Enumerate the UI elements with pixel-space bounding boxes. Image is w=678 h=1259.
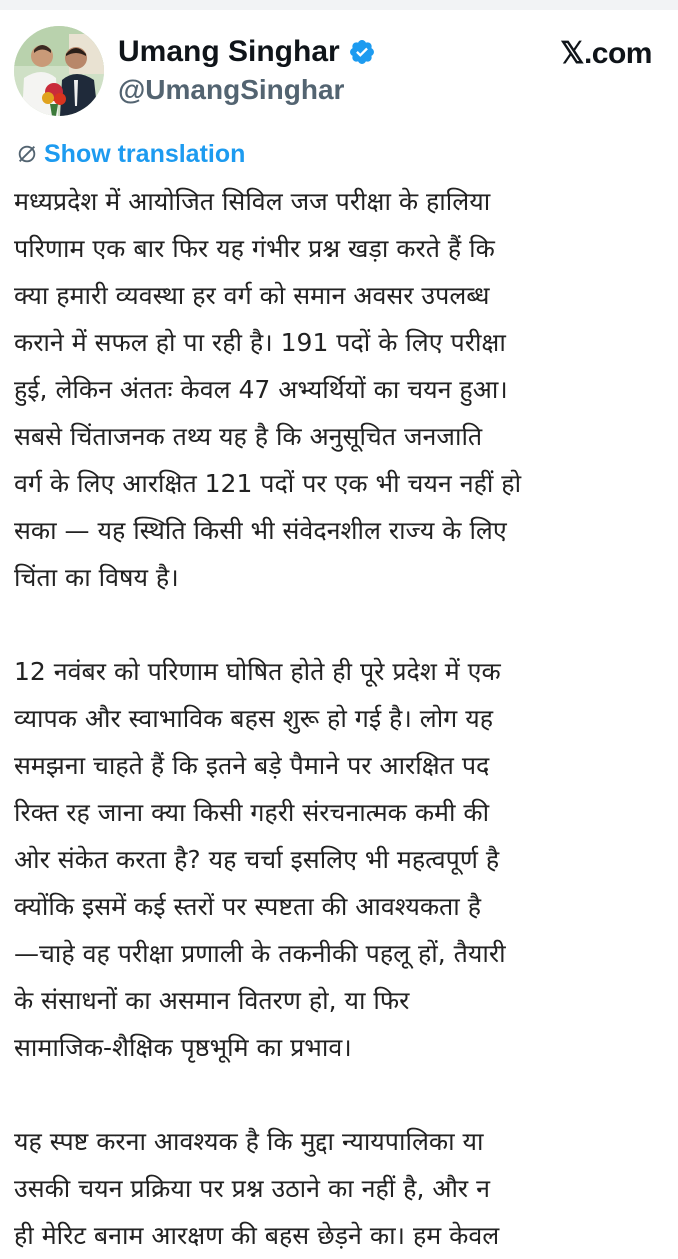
tweet-text-line: चिंता का विषय है।	[14, 563, 179, 592]
tweet-paragraph-3	[14, 1118, 664, 1259]
tweet-text-line: ओर संकेत करता है? यह चर्चा इसलिए भी महत्वपूर्ण है	[14, 845, 500, 874]
tweet-text-line: —चाहे वह परीक्षा प्रणाली के तकनीकी पहलू हों, तैयारी	[14, 939, 506, 968]
author-names	[118, 32, 376, 106]
tweet-text-line: वर्ग के लिए आरक्षित 121 पदों पर एक भी चयन नहीं हो	[14, 469, 522, 498]
tweet-text-line: सामाजिक-शैक्षिक पृष्ठभूमि का प्रभाव।	[14, 1033, 352, 1062]
display-name-row	[118, 32, 376, 72]
tweet-text-line: हुई, लेकिन अंततः केवल 47 अभ्यर्थियों का चयन हुआ।	[14, 375, 508, 404]
tweet-text-line: क्या हमारी व्यवस्था हर वर्ग को समान अवसर उपलब्ध	[14, 281, 490, 310]
tweet-text-line: सबसे चिंताजनक तथ्य यह है कि अनुसूचित जनजाति	[14, 422, 483, 451]
author-display-name[interactable]: Umang Singhar	[118, 35, 340, 68]
show-translation-label: Show translation	[44, 139, 246, 168]
tweet-header	[14, 26, 664, 118]
top-strip	[0, 0, 678, 10]
tweet-text-line: सका — यह स्थिति किसी भी संवेदनशील राज्य के लिए	[14, 516, 507, 545]
tweet-text-line: के संसाधनों का असमान वितरण हो, या फिर	[14, 986, 410, 1015]
avatar[interactable]	[14, 26, 104, 116]
x-brand-logo: 𝕏.com	[560, 37, 652, 70]
verified-badge-icon	[348, 38, 376, 66]
tweet-paragraph-1	[14, 178, 664, 601]
tweet-text-line: रिक्त रह जाना क्या किसी गहरी संरचनात्मक कमी की	[14, 798, 490, 827]
show-translation-link[interactable]	[16, 138, 245, 170]
tweet-text-line: समझना चाहते हैं कि इतने बड़े पैमाने पर आरक्षित पद	[14, 751, 490, 780]
tweet-text-line: उसकी चयन प्रक्रिया पर प्रश्न उठाने का नहीं है, और न	[14, 1174, 490, 1203]
tweet-text-line: यह स्पष्ट करना आवश्यक है कि मुद्दा न्यायपालिका या	[14, 1127, 484, 1156]
author-handle[interactable]: @UmangSinghar	[118, 74, 345, 105]
paragraph-gap	[14, 601, 664, 648]
globe-slash-icon	[16, 143, 38, 165]
tweet-text-line: मध्यप्रदेश में आयोजित सिविल जज परीक्षा के हालिया	[14, 187, 491, 216]
tweet-text-line: क्योंकि इसमें कई स्तरों पर स्पष्टता की आवश्यकता है	[14, 892, 482, 921]
tweet-text-line: ही मेरिट बनाम आरक्षण की बहस छेड़ने का। हम केवल	[14, 1221, 500, 1250]
tweet-text-line: कराने में सफल हो पा रही है। 191 पदों के लिए परीक्षा	[14, 328, 506, 357]
tweet-body	[14, 178, 664, 1259]
tweet-text-line: 12 नवंबर को परिणाम घोषित होते ही पूरे प्रदेश में एक	[14, 657, 501, 686]
avatar-photo	[14, 26, 104, 116]
tweet-text-line: परिणाम एक बार फिर यह गंभीर प्रश्न खड़ा करते हैं कि	[14, 234, 495, 263]
tweet-paragraph-2	[14, 648, 664, 1071]
paragraph-gap	[14, 1071, 664, 1118]
tweet-text-line: व्यापक और स्वाभाविक बहस शुरू हो गई है। लोग यह	[14, 704, 493, 733]
